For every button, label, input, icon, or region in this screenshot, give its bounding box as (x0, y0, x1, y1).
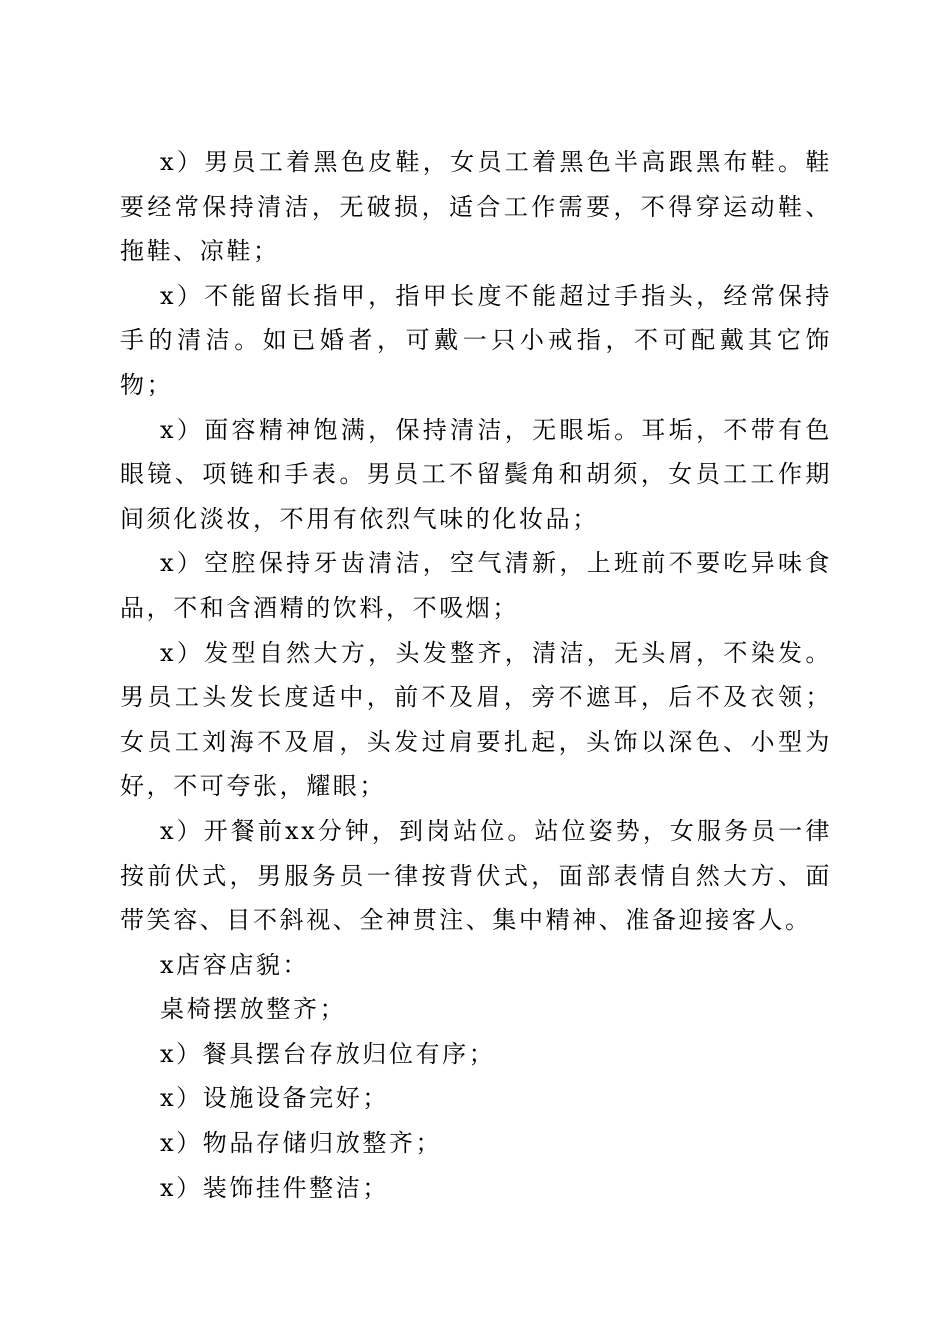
list-item-decorations: x）装饰挂件整洁； (160, 1173, 389, 1202)
list-item-tableware: x）餐具摆台存放归位有序； (160, 1039, 496, 1068)
document-body (120, 140, 832, 1210)
paragraph-shoes: x）男员工着黑色皮鞋，女员工着黑色半高跟黑布鞋。鞋要经常保持清洁，无破损，适合工作需要，不得穿运动鞋、拖鞋、凉鞋； (120, 148, 832, 266)
section-heading-store: x店容店貌： (160, 950, 310, 979)
list-item-storage: x）物品存储归放整齐； (160, 1129, 443, 1158)
list-item-facilities: x）设施设备完好； (160, 1084, 389, 1113)
paragraph-nails: x）不能留长指甲，指甲长度不能超过手指头，经常保持手的清洁。如已婚者，可戴一只小戒指，不可配戴其它饰物； (120, 281, 832, 399)
paragraph-standing: x）开餐前xx分钟，到岗站位。站位姿势，女服务员一律按前伏式，男服务员一律按背伏式，面部表情自然大方、面带笑容、目不斜视、全神贯注、集中精神、准备迎接客人。 (120, 816, 832, 935)
paragraph-face: x）面容精神饱满，保持清洁，无眼垢。耳垢，不带有色眼镜、项链和手表。男员工不留鬓角和胡须，女员工工作期间须化淡妆，不用有依烈气味的化妆品； (120, 415, 832, 533)
paragraph-hair: x）发型自然大方，头发整齐，清洁，无头屑，不染发。男员工头发长度适中，前不及眉，旁不遮耳，后不及衣领；女员工刘海不及眉，头发过肩要扎起，头饰以深色、小型为好，不可夸张，耀眼； (120, 638, 832, 801)
list-item-tables: 桌椅摆放整齐； (160, 995, 347, 1024)
paragraph-oral: x）空腔保持牙齿清洁，空气清新，上班前不要吃异味食品，不和含酒精的饮料，不吸烟； (120, 549, 832, 622)
